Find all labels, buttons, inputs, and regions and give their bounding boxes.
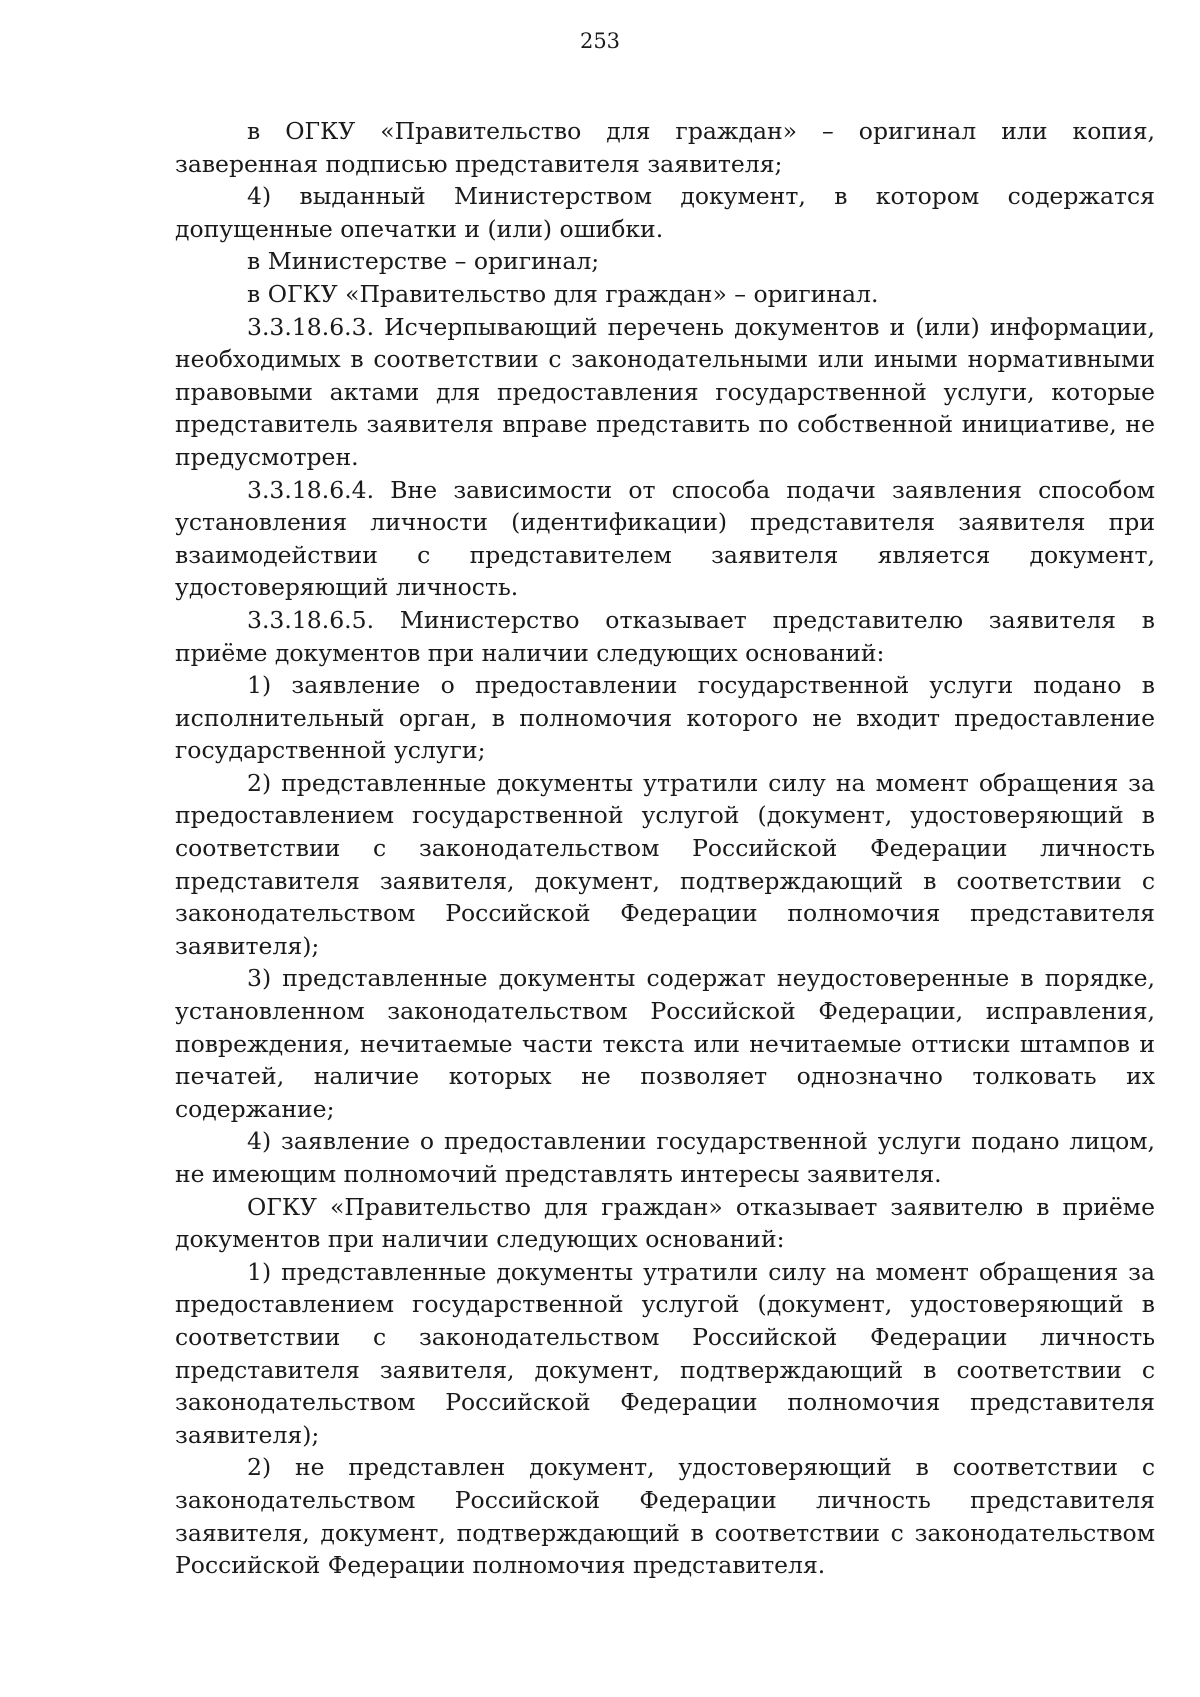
paragraph: 3) представленные документы содержат неудостоверенные в порядке, установленном законодательством Российской Федерации, исправления, повреждения, нечитаемые части текста или нечитаемые оттиски штампов и печатей, наличие которых не позволяет однозначно толковать их содержание; — [175, 964, 1155, 1123]
paragraph: 3.3.18.6.3. Исчерпывающий перечень документов и (или) информации, необходимых в соответствии с законодательными или иными нормативными правовыми актами для предоставления государственной услуги, которые представитель заявителя вправе представить по собственной инициативе, не предусмотрен. — [175, 312, 1155, 471]
paragraph: 2) представленные документы утратили силу на момент обращения за предоставлением государственной услугой (документ, удостоверяющий в соответствии с законодательством Российской Федерации личность представителя заявителя, документ, подтверждающий в соответствии с законодательством Российской Федерации полномочия представителя заявителя); — [175, 768, 1155, 960]
paragraph: в ОГКУ «Правительство для граждан» – оригинал. — [247, 279, 879, 308]
paragraph: в ОГКУ «Правительство для граждан» – оригинал или копия, заверенная подписью представителя заявителя; — [175, 117, 1155, 178]
body-text — [175, 115, 1155, 1582]
paragraph: 3.3.18.6.5. Министерство отказывает представителю заявителя в приёме документов при наличии следующих оснований: — [175, 605, 1155, 667]
paragraph: 3.3.18.6.4. Вне зависимости от способа подачи заявления способом установления личности (идентификации) представителя заявителя при взаимодействии с представителем заявителя является документ, удостоверяющий личность. — [175, 475, 1155, 602]
paragraph: 4) выданный Министерством документ, в котором содержатся допущенные опечатки и (или) ошибки. — [175, 182, 1155, 243]
paragraph: 1) представленные документы утратили силу на момент обращения за предоставлением государственной услугой (документ, удостоверяющий в соответствии с законодательством Российской Федерации личность представителя заявителя, документ, подтверждающий в соответствии с законодательством Российской Федерации полномочия представителя заявителя); — [175, 1257, 1155, 1449]
paragraph: 1) заявление о предоставлении государственной услуги подано в исполнительный орган, в полномочия которого не входит предоставление государственной услуги; — [175, 671, 1155, 765]
page-number: 253 — [579, 29, 621, 53]
paragraph: 2) не представлен документ, удостоверяющий в соответствии с законодательством Российской Федерации личность представителя заявителя, документ, подтверждающий в соответствии с законодательством Российской Федерации полномочия представителя. — [175, 1453, 1155, 1580]
paragraph: в Министерстве – оригинал; — [247, 247, 600, 276]
paragraph: 4) заявление о предоставлении государственной услуги подано лицом, не имеющим полномочий представлять интересы заявителя. — [175, 1127, 1155, 1188]
paragraph: ОГКУ «Правительство для граждан» отказывает заявителю в приёме документов при наличии следующих оснований: — [175, 1192, 1155, 1254]
